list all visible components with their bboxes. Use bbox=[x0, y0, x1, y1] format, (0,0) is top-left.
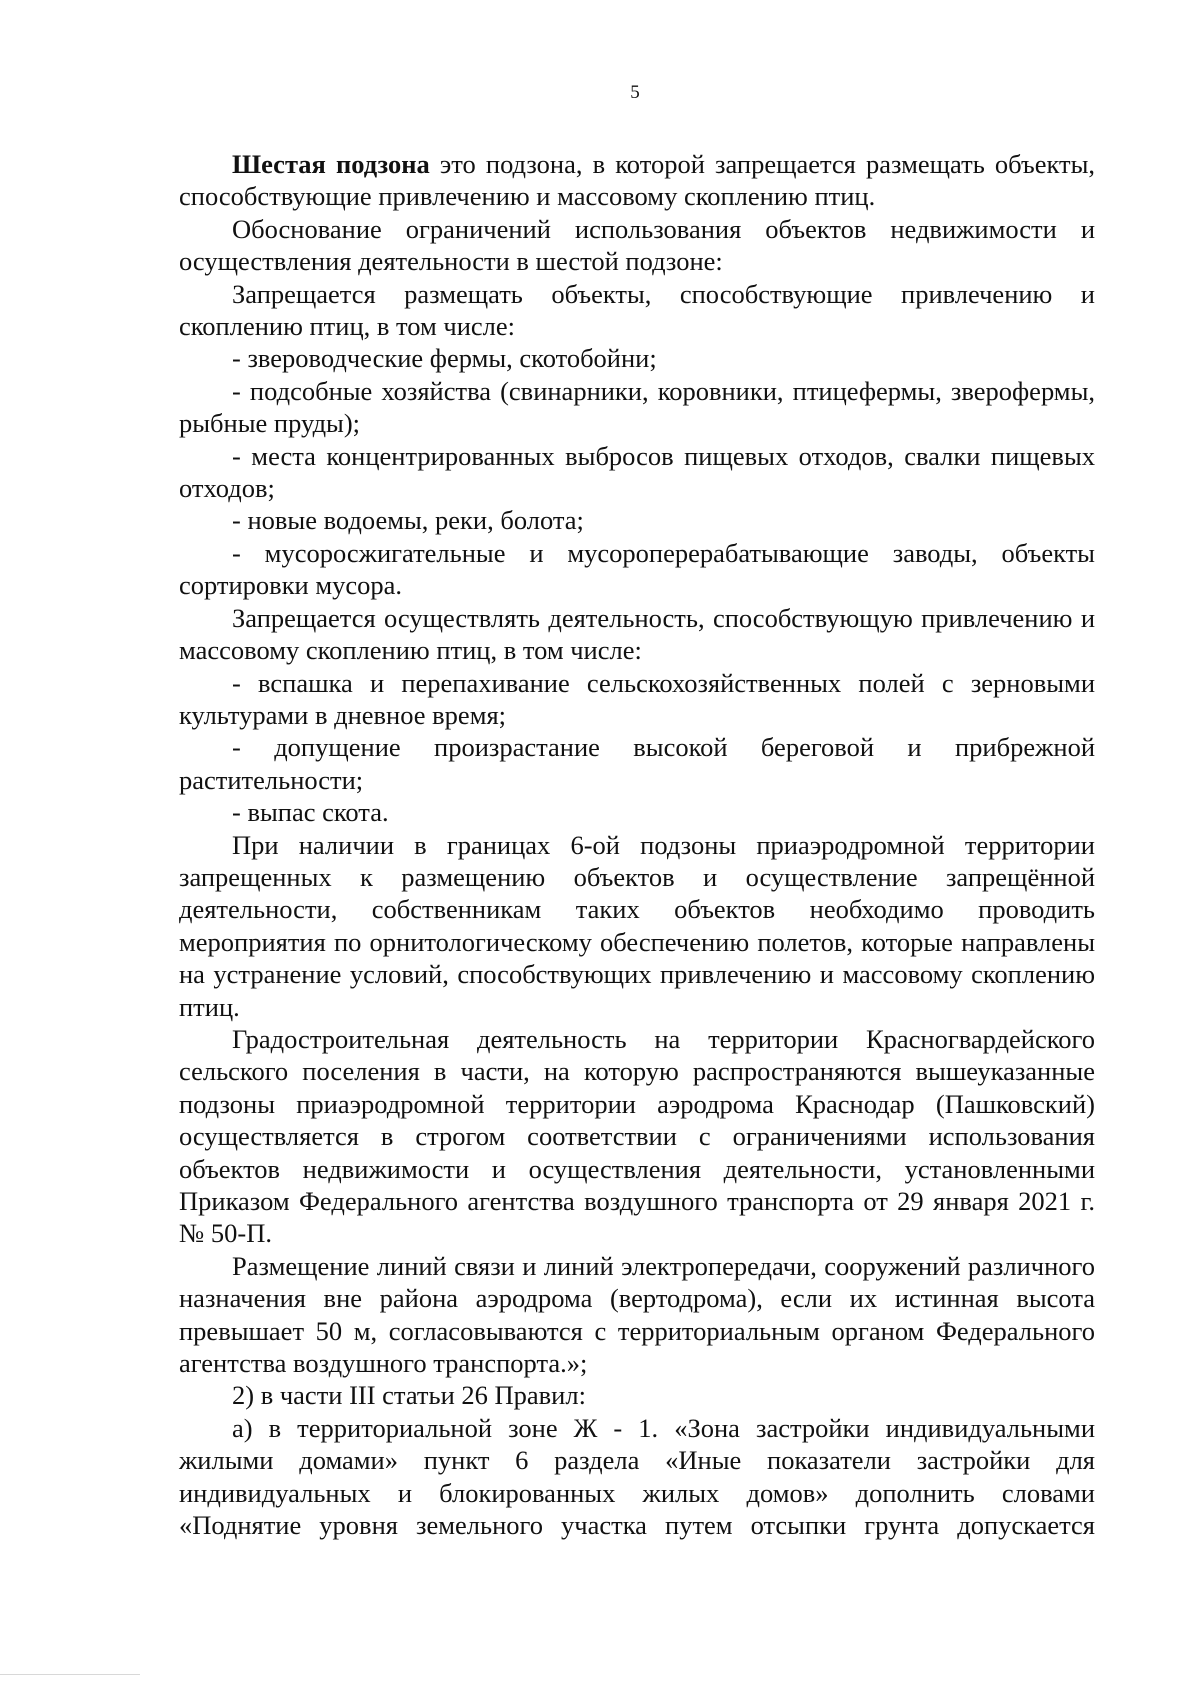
paragraph-objects-prohibited: Запрещается размещать объекты, способствующие привлечению и скоплению птиц, в том числе: bbox=[179, 278, 1095, 342]
paragraph-sixth-subzone-definition bbox=[179, 148, 1095, 213]
definition-text: это подзона, в которой запрещается размещать объекты, способствующие привлечению и массовому скоплению птиц. bbox=[179, 149, 1095, 212]
list-item-food-waste-sites: - места концентрированных выбросов пищевых отходов, свалки пищевых отходов; bbox=[179, 440, 1095, 504]
paragraph-ornithological-measures: При наличии в границах 6-ой подзоны приаэродромной территории запрещенных к размещению объектов и осуществление запрещённой деятельности, собственникам таких объектов необходимо проводить мероприятия по орнитологическому обеспечению полетов, которые направлены на устранение условий, способствующих привлечению и массовому скоплению птиц. bbox=[179, 829, 1095, 1022]
list-item-new-water-bodies: - новые водоемы, реки, болота; bbox=[232, 505, 584, 536]
list-item-grazing: - выпас скота. bbox=[232, 797, 389, 828]
paragraph-activities-prohibited: Запрещается осуществлять деятельность, способствующую привлечению и массовому скоплению птиц, в том числе: bbox=[179, 602, 1095, 666]
page-number: 5 bbox=[630, 82, 640, 103]
term-sixth-subzone: Шестая подзона bbox=[232, 149, 430, 179]
document-body bbox=[179, 148, 1095, 1541]
scan-edge-line bbox=[0, 1674, 140, 1675]
list-item-ploughing: - вспашка и перепахивание сельскохозяйственных полей с зерновыми культурами в дневное время; bbox=[179, 667, 1095, 730]
list-item-shore-vegetation: - допущение произрастание высокой береговой и прибрежной растительности; bbox=[179, 732, 1095, 795]
paragraph-zone-zh1: а) в территориальной зоне Ж - 1. «Зона застройки индивидуальными жилыми домами» пункт 6 раздела «Иные показатели застройки для индивидуальных и блокированных жилых домов» дополнить словами «Поднятие уровня земельного участка путем отсыпки грунта допускается bbox=[179, 1412, 1095, 1541]
list-item-waste-plants: - мусоросжигательные и мусороперерабатывающие заводы, объекты сортировки мусора. bbox=[179, 537, 1095, 601]
list-item-fur-farms: - звероводческие фермы, скотобойни; bbox=[232, 343, 657, 374]
paragraph-power-lines: Размещение линий связи и линий электропередачи, сооружений различного назначения вне района аэродрома (вертодрома), если их истинная высота превышает 50 м, согласовываются с территориальным органом Федерального агентства воздушного транспорта.»; bbox=[179, 1250, 1095, 1379]
paragraph-urban-planning: Градостроительная деятельность на территории Красногвардейского сельского поселения в части, на которую распространяются вышеуказанные подзоны приаэродромной территории аэродрома Краснодар (Пашковский) осуществляется в строгом соответствии с ограничениями использования объектов недвижимости и осуществления деятельности, установленными Приказом Федерального агентства воздушного транспорта от 29 января 2021 г. № 50-П. bbox=[179, 1023, 1095, 1249]
paragraph-restrictions-rationale: Обоснование ограничений использования объектов недвижимости и осуществления деятельности в шестой подзоне: bbox=[179, 213, 1095, 277]
list-item-auxiliary-farms: - подсобные хозяйства (свинарники, коровники, птицефермы, зверофермы, рыбные пруды); bbox=[179, 375, 1095, 439]
paragraph-part-iii-article-26: 2) в части III статьи 26 Правил: bbox=[232, 1380, 586, 1411]
